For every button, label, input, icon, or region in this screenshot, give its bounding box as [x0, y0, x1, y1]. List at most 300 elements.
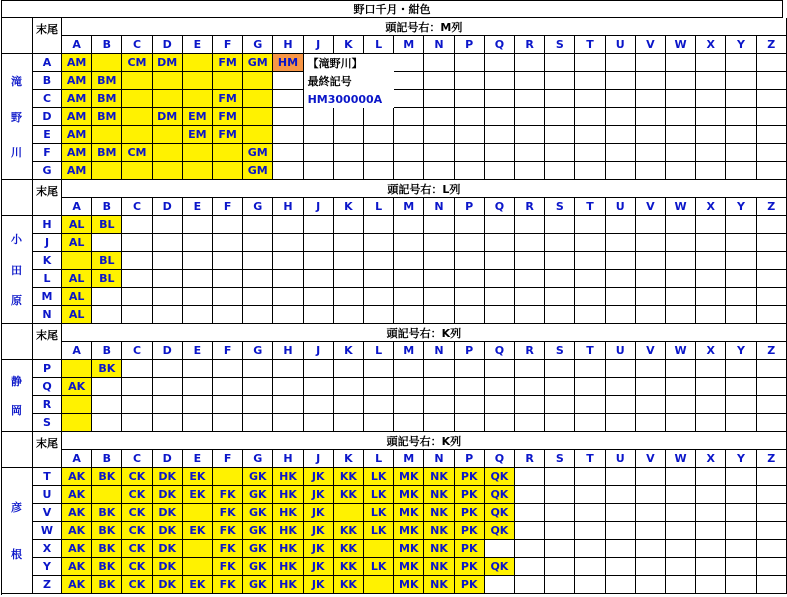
code-cell[interactable]: [575, 522, 605, 540]
code-cell[interactable]: MK: [394, 486, 424, 504]
code-cell[interactable]: [545, 54, 575, 72]
code-cell[interactable]: [92, 486, 122, 504]
code-cell[interactable]: [606, 522, 636, 540]
code-cell[interactable]: [334, 396, 364, 414]
code-cell[interactable]: [757, 72, 787, 90]
code-cell[interactable]: [243, 270, 273, 288]
code-cell[interactable]: [92, 126, 122, 144]
code-cell[interactable]: [243, 414, 273, 432]
code-cell[interactable]: [485, 252, 515, 270]
code-cell[interactable]: [545, 144, 575, 162]
code-cell[interactable]: [183, 504, 213, 522]
code-cell[interactable]: [273, 72, 303, 90]
code-cell[interactable]: [545, 288, 575, 306]
code-cell[interactable]: [273, 90, 303, 108]
code-cell[interactable]: DK: [153, 504, 183, 522]
code-cell[interactable]: [636, 162, 666, 180]
code-cell[interactable]: [334, 288, 364, 306]
code-cell[interactable]: [485, 234, 515, 252]
code-cell[interactable]: [304, 270, 334, 288]
code-cell[interactable]: [424, 108, 454, 126]
code-cell[interactable]: [726, 576, 756, 594]
code-cell[interactable]: PK: [455, 522, 485, 540]
code-cell[interactable]: [213, 288, 243, 306]
code-cell[interactable]: [183, 162, 213, 180]
code-cell[interactable]: [545, 558, 575, 576]
code-cell[interactable]: [636, 378, 666, 396]
code-cell[interactable]: NK: [424, 522, 454, 540]
code-cell[interactable]: [575, 306, 605, 324]
code-cell[interactable]: GK: [243, 486, 273, 504]
code-cell[interactable]: [455, 72, 485, 90]
code-cell[interactable]: [606, 468, 636, 486]
code-cell[interactable]: [273, 108, 303, 126]
code-cell[interactable]: [606, 558, 636, 576]
code-cell[interactable]: [666, 216, 696, 234]
code-cell[interactable]: EK: [183, 522, 213, 540]
code-cell[interactable]: [334, 378, 364, 396]
code-cell[interactable]: [153, 126, 183, 144]
code-cell[interactable]: [726, 414, 756, 432]
code-cell[interactable]: [545, 396, 575, 414]
code-cell[interactable]: [606, 126, 636, 144]
code-cell[interactable]: [545, 540, 575, 558]
code-cell[interactable]: [273, 126, 303, 144]
code-cell[interactable]: [515, 486, 545, 504]
code-cell[interactable]: [122, 72, 152, 90]
code-cell[interactable]: [726, 90, 756, 108]
code-cell[interactable]: [606, 108, 636, 126]
code-cell[interactable]: AK: [62, 468, 92, 486]
code-cell[interactable]: [153, 414, 183, 432]
code-cell[interactable]: MK: [394, 576, 424, 594]
code-cell[interactable]: [455, 288, 485, 306]
code-cell[interactable]: [726, 558, 756, 576]
code-cell[interactable]: CM: [122, 144, 152, 162]
code-cell[interactable]: [243, 216, 273, 234]
code-cell[interactable]: [515, 306, 545, 324]
code-cell[interactable]: KK: [334, 576, 364, 594]
code-cell[interactable]: AK: [62, 486, 92, 504]
code-cell[interactable]: [213, 414, 243, 432]
code-cell[interactable]: [636, 360, 666, 378]
code-cell[interactable]: [485, 288, 515, 306]
code-cell[interactable]: AL: [62, 216, 92, 234]
code-cell[interactable]: [334, 306, 364, 324]
code-cell[interactable]: [757, 90, 787, 108]
code-cell[interactable]: [726, 468, 756, 486]
code-cell[interactable]: DK: [153, 558, 183, 576]
code-cell[interactable]: [424, 216, 454, 234]
code-cell[interactable]: [364, 360, 394, 378]
code-cell[interactable]: [122, 270, 152, 288]
code-cell[interactable]: EK: [183, 576, 213, 594]
code-cell[interactable]: [545, 270, 575, 288]
code-cell[interactable]: [485, 54, 515, 72]
code-cell[interactable]: KK: [334, 522, 364, 540]
code-cell[interactable]: [726, 72, 756, 90]
code-cell[interactable]: [636, 576, 666, 594]
code-cell[interactable]: [696, 576, 726, 594]
code-cell[interactable]: [183, 558, 213, 576]
code-cell[interactable]: [757, 162, 787, 180]
code-cell[interactable]: [666, 162, 696, 180]
code-cell[interactable]: GK: [243, 522, 273, 540]
code-cell[interactable]: PK: [455, 504, 485, 522]
code-cell[interactable]: [304, 234, 334, 252]
code-cell[interactable]: [364, 288, 394, 306]
code-cell[interactable]: [394, 360, 424, 378]
code-cell[interactable]: CK: [122, 522, 152, 540]
code-cell[interactable]: [545, 486, 575, 504]
code-cell[interactable]: [455, 108, 485, 126]
code-cell[interactable]: [62, 252, 92, 270]
code-cell[interactable]: [424, 270, 454, 288]
code-cell[interactable]: [334, 414, 364, 432]
code-cell[interactable]: [424, 396, 454, 414]
code-cell[interactable]: EK: [183, 468, 213, 486]
code-cell[interactable]: GK: [243, 558, 273, 576]
code-cell[interactable]: [213, 360, 243, 378]
code-cell[interactable]: [696, 144, 726, 162]
code-cell[interactable]: [515, 378, 545, 396]
code-cell[interactable]: [515, 270, 545, 288]
code-cell[interactable]: HK: [273, 504, 303, 522]
code-cell[interactable]: [606, 576, 636, 594]
code-cell[interactable]: BK: [92, 522, 122, 540]
code-cell[interactable]: [243, 288, 273, 306]
code-cell[interactable]: [122, 360, 152, 378]
code-cell[interactable]: JK: [304, 522, 334, 540]
code-cell[interactable]: [757, 54, 787, 72]
code-cell[interactable]: [575, 108, 605, 126]
code-cell[interactable]: EM: [183, 126, 213, 144]
code-cell[interactable]: [183, 396, 213, 414]
code-cell[interactable]: [183, 540, 213, 558]
code-cell[interactable]: [757, 108, 787, 126]
code-cell[interactable]: [696, 108, 726, 126]
code-cell[interactable]: [636, 504, 666, 522]
code-cell[interactable]: AM: [62, 72, 92, 90]
code-cell[interactable]: [757, 216, 787, 234]
code-cell[interactable]: [455, 252, 485, 270]
code-cell[interactable]: [122, 90, 152, 108]
code-cell[interactable]: [304, 126, 334, 144]
code-cell[interactable]: [726, 270, 756, 288]
code-cell[interactable]: [575, 72, 605, 90]
code-cell[interactable]: [485, 270, 515, 288]
code-cell[interactable]: [92, 162, 122, 180]
code-cell[interactable]: PK: [455, 540, 485, 558]
code-cell[interactable]: [666, 90, 696, 108]
code-cell[interactable]: [757, 378, 787, 396]
code-cell[interactable]: [424, 288, 454, 306]
code-cell[interactable]: [334, 108, 364, 126]
code-cell[interactable]: [304, 252, 334, 270]
code-cell[interactable]: [243, 90, 273, 108]
code-cell[interactable]: [394, 252, 424, 270]
code-cell[interactable]: [183, 54, 213, 72]
code-cell[interactable]: BK: [92, 504, 122, 522]
code-cell[interactable]: [545, 90, 575, 108]
code-cell[interactable]: [757, 558, 787, 576]
code-cell[interactable]: [696, 72, 726, 90]
code-cell[interactable]: [666, 558, 696, 576]
code-cell[interactable]: [153, 288, 183, 306]
code-cell[interactable]: [183, 252, 213, 270]
code-cell[interactable]: [575, 252, 605, 270]
code-cell[interactable]: [62, 414, 92, 432]
code-cell[interactable]: [394, 234, 424, 252]
code-cell[interactable]: KK: [334, 468, 364, 486]
code-cell[interactable]: [545, 306, 575, 324]
code-cell[interactable]: [273, 414, 303, 432]
code-cell[interactable]: [696, 468, 726, 486]
code-cell[interactable]: FK: [213, 540, 243, 558]
code-cell[interactable]: [424, 378, 454, 396]
code-cell[interactable]: [153, 396, 183, 414]
code-cell[interactable]: JK: [304, 468, 334, 486]
code-cell[interactable]: LK: [364, 504, 394, 522]
code-cell[interactable]: [183, 414, 213, 432]
code-cell[interactable]: [153, 360, 183, 378]
code-cell[interactable]: [606, 414, 636, 432]
code-cell[interactable]: [455, 90, 485, 108]
code-cell[interactable]: [726, 540, 756, 558]
code-cell[interactable]: [334, 126, 364, 144]
code-cell[interactable]: [515, 216, 545, 234]
code-cell[interactable]: [394, 216, 424, 234]
code-cell[interactable]: [183, 72, 213, 90]
code-cell[interactable]: FM: [213, 108, 243, 126]
code-cell[interactable]: LK: [364, 558, 394, 576]
code-cell[interactable]: [304, 414, 334, 432]
code-cell[interactable]: [575, 360, 605, 378]
code-cell[interactable]: BK: [92, 540, 122, 558]
code-cell[interactable]: AM: [62, 90, 92, 108]
code-cell[interactable]: GK: [243, 576, 273, 594]
code-cell[interactable]: GK: [243, 504, 273, 522]
code-cell[interactable]: [515, 162, 545, 180]
code-cell[interactable]: FK: [213, 558, 243, 576]
code-cell[interactable]: [122, 234, 152, 252]
code-cell[interactable]: AL: [62, 234, 92, 252]
code-cell[interactable]: [304, 162, 334, 180]
code-cell[interactable]: [545, 72, 575, 90]
code-cell[interactable]: PK: [455, 486, 485, 504]
code-cell[interactable]: [485, 108, 515, 126]
code-cell[interactable]: [696, 306, 726, 324]
code-cell[interactable]: [62, 396, 92, 414]
code-cell[interactable]: [183, 216, 213, 234]
code-cell[interactable]: [666, 288, 696, 306]
code-cell[interactable]: [696, 234, 726, 252]
code-cell[interactable]: NK: [424, 504, 454, 522]
code-cell[interactable]: [545, 252, 575, 270]
code-cell[interactable]: [666, 504, 696, 522]
code-cell[interactable]: [243, 108, 273, 126]
code-cell[interactable]: FK: [213, 522, 243, 540]
code-cell[interactable]: [122, 306, 152, 324]
code-cell[interactable]: [273, 162, 303, 180]
code-cell[interactable]: [606, 486, 636, 504]
code-cell[interactable]: [273, 144, 303, 162]
code-cell[interactable]: FK: [213, 504, 243, 522]
code-cell[interactable]: [304, 144, 334, 162]
code-cell[interactable]: [213, 378, 243, 396]
code-cell[interactable]: [364, 306, 394, 324]
code-cell[interactable]: [636, 216, 666, 234]
code-cell[interactable]: [273, 360, 303, 378]
code-cell[interactable]: [696, 126, 726, 144]
code-cell[interactable]: CK: [122, 576, 152, 594]
code-cell[interactable]: AM: [62, 126, 92, 144]
code-cell[interactable]: HK: [273, 540, 303, 558]
code-cell[interactable]: [606, 504, 636, 522]
code-cell[interactable]: BM: [92, 108, 122, 126]
code-cell[interactable]: KK: [334, 486, 364, 504]
code-cell[interactable]: [726, 216, 756, 234]
code-cell[interactable]: [666, 468, 696, 486]
code-cell[interactable]: [636, 270, 666, 288]
code-cell[interactable]: [696, 216, 726, 234]
code-cell[interactable]: [515, 414, 545, 432]
code-cell[interactable]: [757, 396, 787, 414]
code-cell[interactable]: [757, 234, 787, 252]
code-cell[interactable]: BL: [92, 252, 122, 270]
code-cell[interactable]: [575, 396, 605, 414]
code-cell[interactable]: AK: [62, 522, 92, 540]
code-cell[interactable]: [304, 378, 334, 396]
code-cell[interactable]: [666, 126, 696, 144]
code-cell[interactable]: [364, 252, 394, 270]
code-cell[interactable]: [334, 504, 364, 522]
code-cell[interactable]: [726, 288, 756, 306]
code-cell[interactable]: [636, 468, 666, 486]
code-cell[interactable]: CM: [122, 54, 152, 72]
code-cell[interactable]: [757, 522, 787, 540]
code-cell[interactable]: [485, 72, 515, 90]
code-cell[interactable]: [757, 270, 787, 288]
code-cell[interactable]: BK: [92, 576, 122, 594]
code-cell[interactable]: [575, 126, 605, 144]
code-cell[interactable]: [394, 72, 424, 90]
code-cell[interactable]: [545, 126, 575, 144]
code-cell[interactable]: [213, 162, 243, 180]
code-cell[interactable]: [92, 396, 122, 414]
code-cell[interactable]: [213, 234, 243, 252]
code-cell[interactable]: [243, 360, 273, 378]
code-cell[interactable]: [757, 306, 787, 324]
code-cell[interactable]: [364, 396, 394, 414]
code-cell[interactable]: [696, 504, 726, 522]
code-cell[interactable]: GK: [243, 540, 273, 558]
code-cell[interactable]: [515, 558, 545, 576]
code-cell[interactable]: [696, 162, 726, 180]
code-cell[interactable]: [183, 288, 213, 306]
code-cell[interactable]: BL: [92, 270, 122, 288]
code-cell[interactable]: [62, 360, 92, 378]
code-cell[interactable]: [726, 144, 756, 162]
code-cell[interactable]: [122, 252, 152, 270]
code-cell[interactable]: AM: [62, 144, 92, 162]
code-cell[interactable]: HK: [273, 522, 303, 540]
code-cell[interactable]: EK: [183, 486, 213, 504]
code-cell[interactable]: [636, 522, 666, 540]
code-cell[interactable]: [243, 378, 273, 396]
code-cell[interactable]: BK: [92, 558, 122, 576]
code-cell[interactable]: [122, 108, 152, 126]
code-cell[interactable]: [696, 90, 726, 108]
code-cell[interactable]: [696, 396, 726, 414]
code-cell[interactable]: [394, 414, 424, 432]
code-cell[interactable]: [122, 396, 152, 414]
code-cell[interactable]: NK: [424, 540, 454, 558]
code-cell[interactable]: [213, 306, 243, 324]
code-cell[interactable]: [515, 540, 545, 558]
code-cell[interactable]: [696, 252, 726, 270]
code-cell[interactable]: [394, 306, 424, 324]
code-cell[interactable]: [334, 360, 364, 378]
code-cell[interactable]: KK: [334, 558, 364, 576]
code-cell[interactable]: [515, 576, 545, 594]
code-cell[interactable]: [545, 360, 575, 378]
code-cell[interactable]: JK: [304, 576, 334, 594]
code-cell[interactable]: [575, 162, 605, 180]
code-cell[interactable]: [183, 378, 213, 396]
code-cell[interactable]: [545, 216, 575, 234]
code-cell[interactable]: [666, 270, 696, 288]
code-cell[interactable]: [394, 144, 424, 162]
code-cell[interactable]: [726, 504, 756, 522]
code-cell[interactable]: [696, 558, 726, 576]
code-cell[interactable]: [515, 522, 545, 540]
code-cell[interactable]: [545, 108, 575, 126]
code-cell[interactable]: [515, 144, 545, 162]
code-cell[interactable]: AK: [62, 558, 92, 576]
code-cell[interactable]: [696, 288, 726, 306]
code-cell[interactable]: BK: [92, 360, 122, 378]
code-cell[interactable]: DK: [153, 576, 183, 594]
code-cell[interactable]: [455, 216, 485, 234]
code-cell[interactable]: [364, 108, 394, 126]
code-cell[interactable]: AM: [62, 54, 92, 72]
code-cell[interactable]: [575, 504, 605, 522]
code-cell[interactable]: BL: [92, 216, 122, 234]
code-cell[interactable]: [455, 306, 485, 324]
code-cell[interactable]: JK: [304, 504, 334, 522]
code-cell[interactable]: [757, 288, 787, 306]
code-cell[interactable]: [606, 270, 636, 288]
code-cell[interactable]: [364, 414, 394, 432]
code-cell[interactable]: [515, 252, 545, 270]
code-cell[interactable]: [243, 396, 273, 414]
code-cell[interactable]: [485, 540, 515, 558]
code-cell[interactable]: [575, 486, 605, 504]
code-cell[interactable]: [153, 144, 183, 162]
code-cell[interactable]: [726, 396, 756, 414]
code-cell[interactable]: [545, 378, 575, 396]
code-cell[interactable]: AL: [62, 288, 92, 306]
code-cell[interactable]: QK: [485, 486, 515, 504]
code-cell[interactable]: [757, 360, 787, 378]
code-cell[interactable]: [364, 162, 394, 180]
code-cell[interactable]: [304, 108, 334, 126]
code-cell[interactable]: [455, 360, 485, 378]
code-cell[interactable]: [153, 216, 183, 234]
code-cell[interactable]: [666, 306, 696, 324]
code-cell[interactable]: [757, 252, 787, 270]
